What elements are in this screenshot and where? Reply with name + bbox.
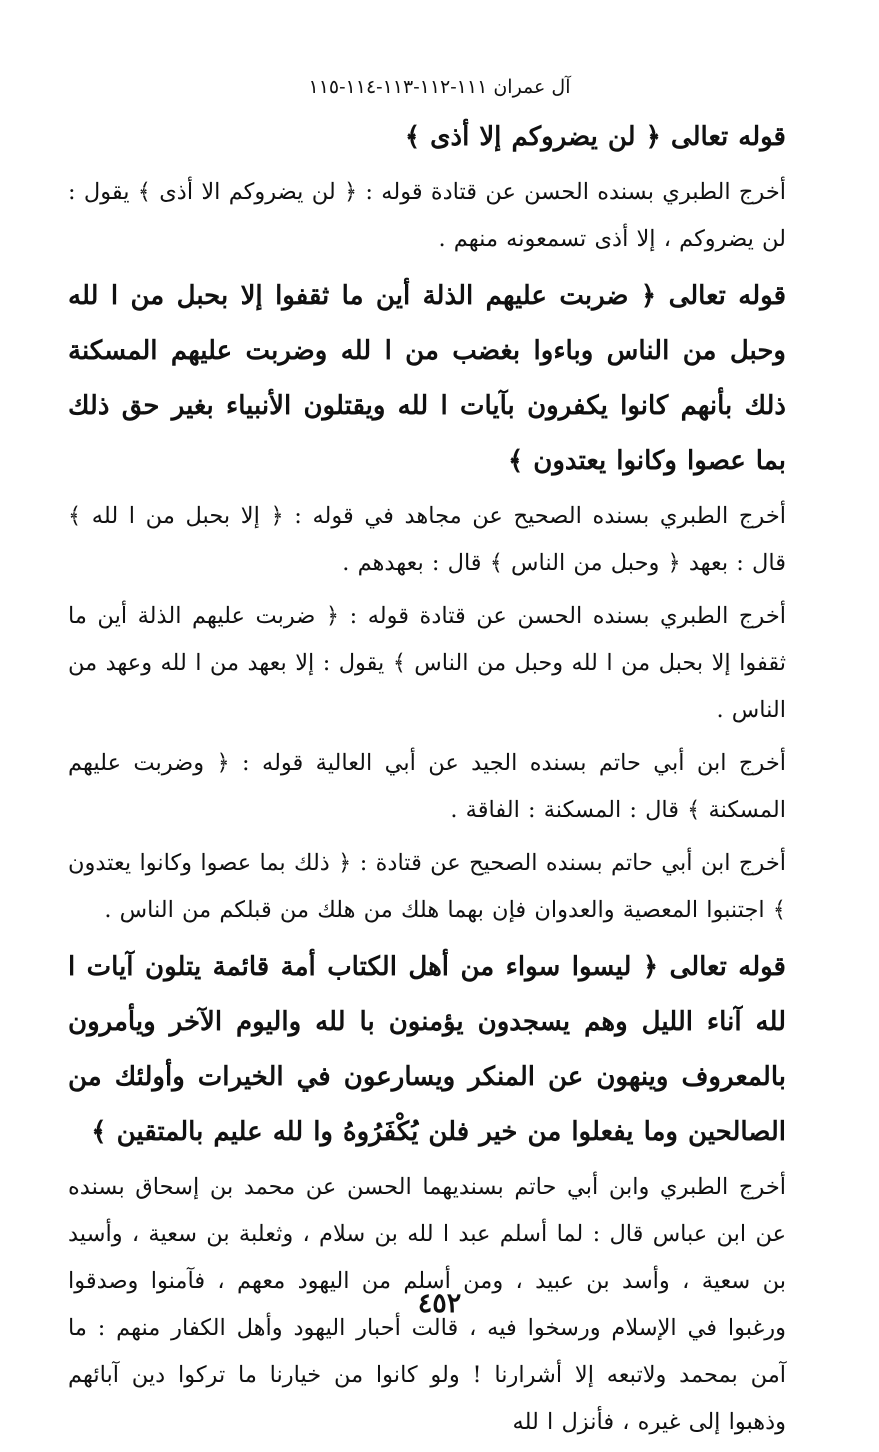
running-head: آل عمران ١١١-١١٢-١١٣-١١٤-١١٥ (308, 76, 571, 98)
narration-paragraph: أخرج الطبري بسنده الحسن عن قتادة قوله : ﴿ لن يضروكم الا أذى ﴾ يقول : لن يضروكم ، إلا أذى تسمعونه منهم . (68, 179, 786, 252)
narration-paragraph: أخرج ابن أبي حاتم بسنده الجيد عن أبي العالية قوله : ﴿ وضربت عليهم المسكنة ﴾ قال : المسكنة : الفاقة . (68, 750, 786, 823)
verse-heading: قوله تعالى ﴿ ضربت عليهم الذلة أين ما ثقفوا إلا بحبل من ا لله وحبل من الناس وباءوا بغضب من ا لله وضربت عليهم المسكنة ذلك بأنهم كانوا يكفرون بآيات ا لله ويقتلون الأنبياء بغير حق ذلك بما عصوا وكانوا يعتدون ﴾ (68, 281, 786, 476)
verse-heading: قوله تعالى ﴿ لن يضروكم إلا أذى ﴾ (404, 122, 786, 152)
narration-paragraph: أخرج ابن أبي حاتم بسنده الصحيح عن قتادة : ﴿ ذلك بما عصوا وكانوا يعتدون ﴾ اجتنبوا المعصية والعدوان فإن بهما هلك من هلك من قبلكم من الناس . (68, 850, 786, 923)
narration-paragraph: أخرج الطبري بسنده الصحيح عن مجاهد في قوله : ﴿ إلا بحبل من ا لله ﴾ قال : بعهد ﴿ وحبل من الناس ﴾ قال : بعهدهم . (68, 503, 786, 576)
page-number: ٤٥٢ (417, 1288, 462, 1319)
narration-paragraph: أخرج الطبري بسنده الحسن عن قتادة قوله : ﴿ ضربت عليهم الذلة أين ما ثقفوا إلا بحبل من ا لله وحبل من الناس ﴾ يقول : إلا بعهد من ا لله وعهد من الناس . (68, 603, 786, 723)
page-body (68, 110, 786, 1452)
narration-paragraph: أخرج الطبري وابن أبي حاتم بسنديهما الحسن عن محمد بن إسحاق بسنده عن ابن عباس قال : لما أسلم عبد ا لله بن سلام ، وثعلبة بن سعية ، وأسيد بن سعية ، وأسد بن عبيد ، ومن أسلم من اليهود معهم ، فآمنوا وصدقوا ورغبوا في الإسلام ورسخوا فيه ، قالت أحبار اليهود وأهل الكفار منهم : ما آمن بمحمد ولاتبعه إلا أشرارنا ! ولو كانوا من خيارنا ما تركوا دين آبائهم وذهبوا إلى غيره ، فأنزل ا لله (68, 1174, 786, 1435)
verse-heading: قوله تعالى ﴿ ليسوا سواء من أهل الكتاب أمة قائمة يتلون آيات ا لله آناء الليل وهم يسجدون يؤمنون با لله واليوم الآخر ويأمرون بالمعروف وينهون عن المنكر ويسارعون في الخيرات وأولئك من الصالحين وما يفعلوا من خير فلن يُكْفَرُوهُ وا لله عليم بالمتقين ﴾ (68, 952, 786, 1147)
